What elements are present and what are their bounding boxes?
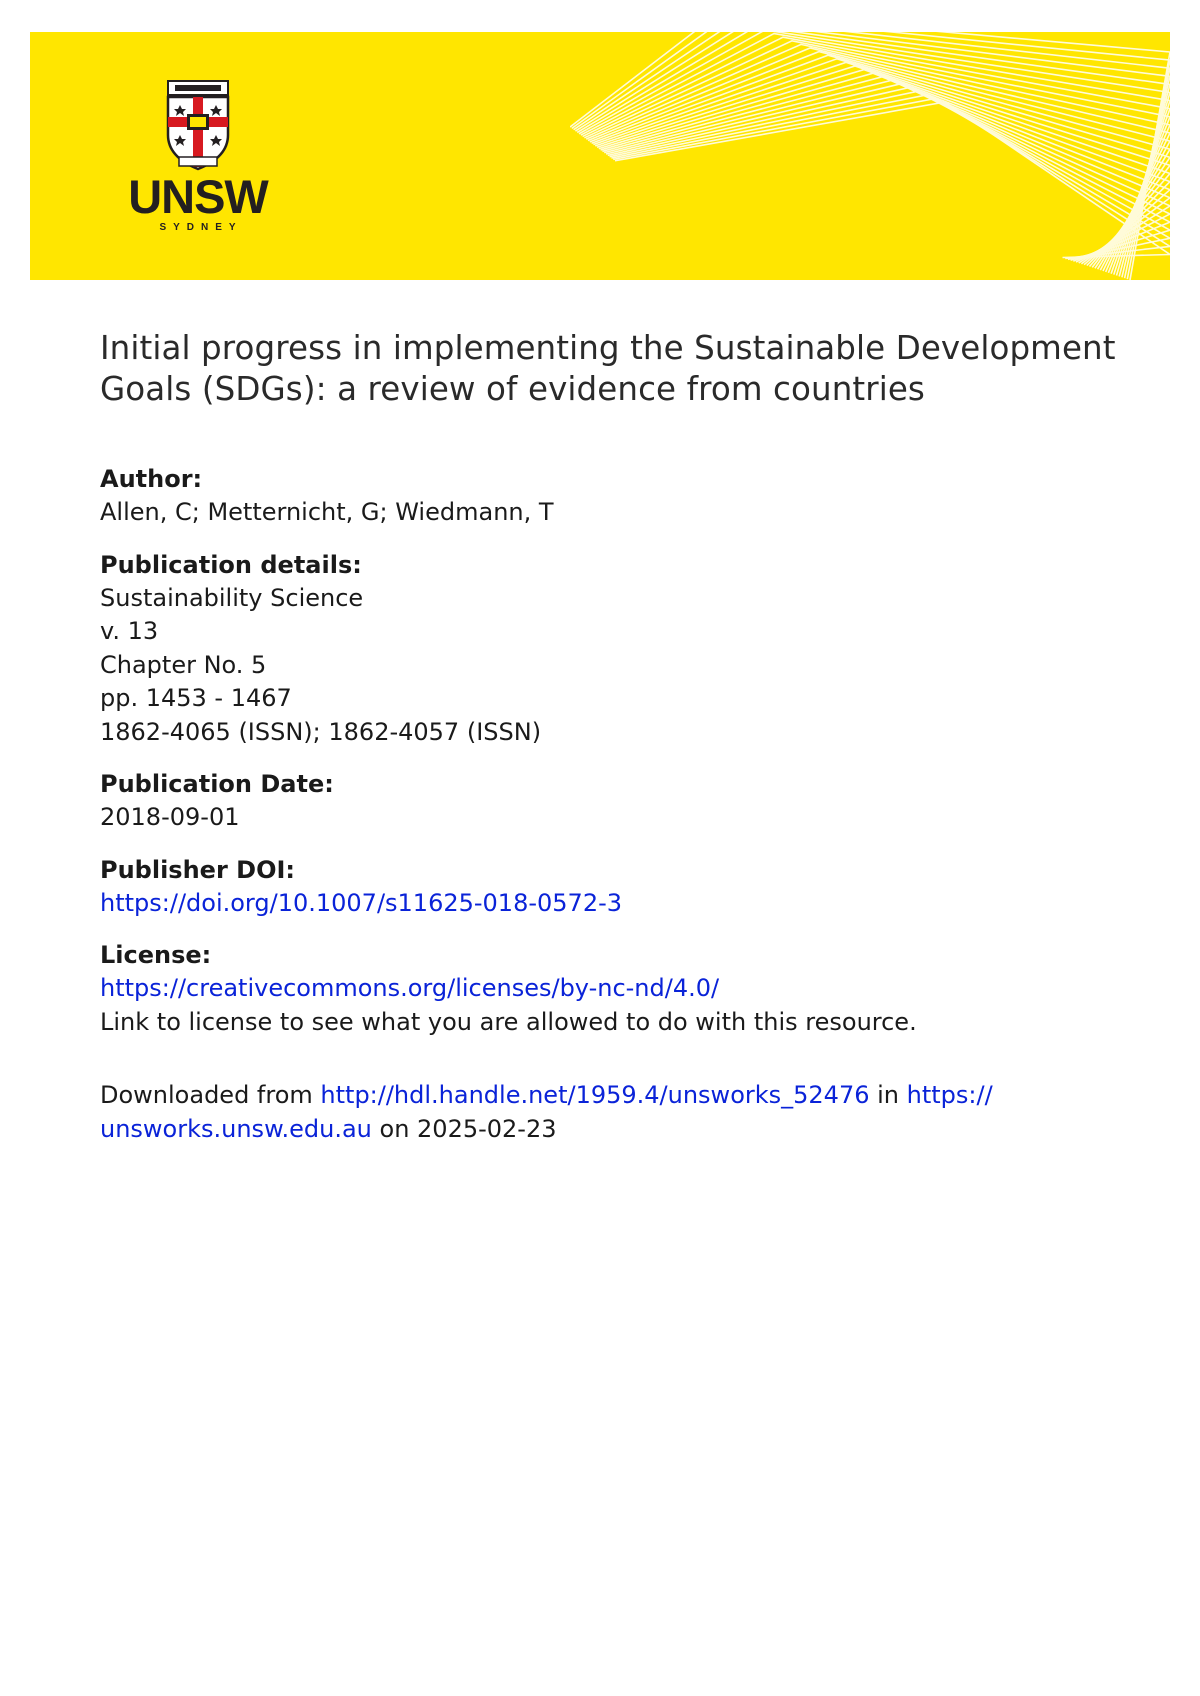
- document-body: [100, 328, 1120, 1146]
- publication-date-label: Publication Date:: [100, 770, 334, 798]
- brand-tagline: SYDNEY: [159, 222, 243, 233]
- unsw-logo: [122, 77, 274, 233]
- crest-icon: [165, 77, 231, 171]
- author-section: [100, 463, 1120, 530]
- download-info: [100, 1078, 1120, 1146]
- brand-wordmark: UNSW: [128, 170, 268, 223]
- chapter-number: Chapter No. 5: [100, 650, 267, 679]
- license-note: Link to license to see what you are allowed to do with this resource.: [100, 1007, 917, 1036]
- issn: 1862-4065 (ISSN); 1862-4057 (ISSN): [100, 717, 542, 746]
- doi-label: Publisher DOI:: [100, 855, 295, 884]
- repository-link-part2[interactable]: unsworks.unsw.edu.au: [100, 1115, 372, 1143]
- page-range: pp. 1453 - 1467: [100, 684, 292, 712]
- doi-link[interactable]: https://doi.org/10.1007/s11625-018-0572-3: [100, 888, 623, 917]
- license-link[interactable]: https://creativecommons.org/licenses/by-nc-nd/4.0/: [100, 974, 720, 1002]
- publication-details-section: [100, 549, 1120, 750]
- journal-name: Sustainability Science: [100, 583, 364, 612]
- line-pattern-decoration: [570, 32, 1170, 280]
- doi-section: [100, 854, 1120, 921]
- author-label: Author:: [100, 465, 203, 493]
- header-banner: [30, 32, 1170, 280]
- publication-date-section: [100, 768, 1120, 835]
- document-title: Initial progress in implementing the Sustainable Development Goals (SDGs): a review of evidence from countries: [100, 329, 1116, 408]
- license-section: [100, 939, 1120, 1039]
- handle-link[interactable]: http://hdl.handle.net/1959.4/unsworks_52476: [320, 1081, 870, 1109]
- repository-link-part1[interactable]: https://: [906, 1081, 993, 1109]
- volume: v. 13: [100, 617, 159, 645]
- authors: Allen, C; Metternicht, G; Wiedmann, T: [100, 498, 554, 526]
- download-middle: in: [869, 1081, 907, 1109]
- publication-date: 2018-09-01: [100, 803, 240, 831]
- download-suffix: on 2025-02-23: [371, 1115, 557, 1143]
- publication-details-label: Publication details:: [100, 550, 362, 579]
- download-prefix: Downloaded from: [100, 1081, 321, 1109]
- license-label: License:: [100, 941, 212, 969]
